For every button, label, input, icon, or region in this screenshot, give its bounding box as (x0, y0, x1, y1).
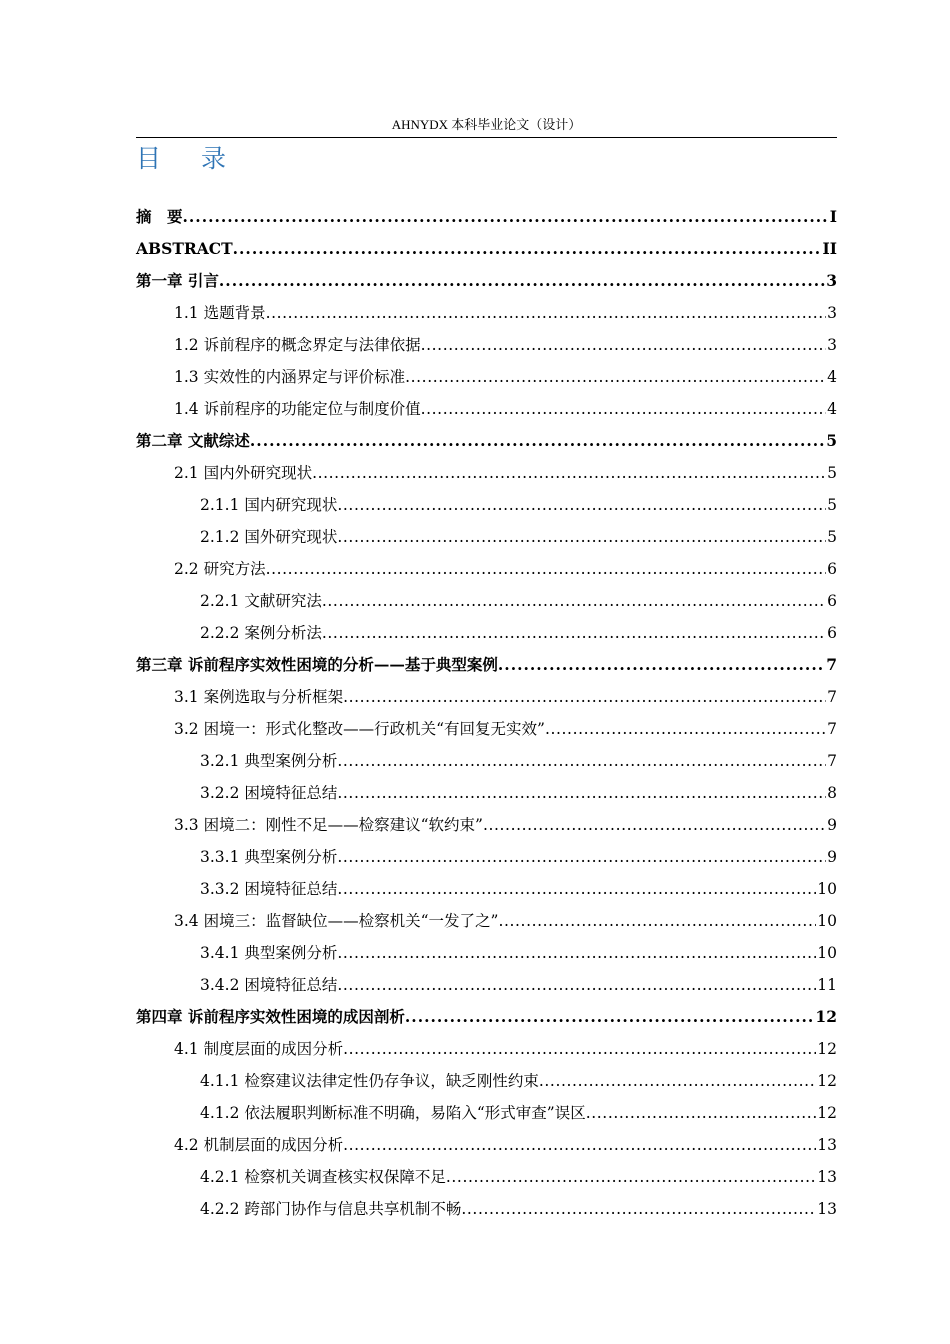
toc-entry[interactable] (136, 297, 837, 329)
toc-page-number: 3 (827, 336, 837, 354)
toc-entry[interactable] (136, 905, 837, 937)
toc-entry[interactable] (136, 617, 837, 649)
toc-entry[interactable] (136, 361, 837, 393)
toc-entry-label: 3.4 困境三：监督缺位——检察机关“一发了之” (174, 912, 499, 930)
toc-entry[interactable] (136, 777, 837, 809)
toc-entry[interactable] (136, 1193, 837, 1225)
toc-entry-label: 2.1.2 国外研究现状 (200, 528, 338, 546)
toc-page-number: 9 (827, 816, 837, 834)
toc-entry-label: 摘 要 (136, 207, 183, 226)
toc-entry[interactable] (136, 265, 837, 297)
toc-entry-label: 3.2 困境一：形式化整改——行政机关“有回复无实效” (174, 720, 545, 738)
toc-entry[interactable] (136, 713, 837, 745)
toc-page-number: 10 (817, 912, 837, 930)
toc-dot-leader (343, 681, 826, 713)
toc-entry-label: 4.2.1 检察机关调查核实权保障不足 (200, 1168, 446, 1186)
toc-entry[interactable] (136, 1161, 837, 1193)
toc-entry[interactable] (136, 745, 837, 777)
toc-page-number: 10 (817, 880, 837, 898)
toc-entry[interactable] (136, 873, 837, 905)
toc-dot-leader (343, 1129, 816, 1161)
toc-page-number: 9 (827, 848, 837, 866)
toc-entry[interactable] (136, 329, 837, 361)
toc-entry-label: 3.3.1 典型案例分析 (200, 848, 338, 866)
toc-page-number: 13 (817, 1136, 837, 1154)
toc-entry-label: 3.3 困境二：刚性不足——检察建议“软约束” (174, 816, 483, 834)
toc-entry[interactable] (136, 1001, 837, 1033)
toc-entry[interactable] (136, 585, 837, 617)
toc-dot-leader (250, 425, 825, 457)
toc-entry-label: 2.2.1 文献研究法 (200, 592, 322, 610)
toc-entry-label: 2.1 国内外研究现状 (174, 464, 313, 482)
toc-dot-leader (266, 553, 827, 585)
toc-entry[interactable] (136, 969, 837, 1001)
toc-page-number: 5 (827, 464, 837, 482)
toc-entry-label: 2.2 研究方法 (174, 560, 266, 578)
toc-entry[interactable] (136, 649, 837, 681)
toc-page-number: 7 (827, 688, 837, 706)
running-header: AHNYDX 本科毕业论文（设计） (391, 117, 582, 132)
toc-entry[interactable] (136, 393, 837, 425)
toc-entry-label: 4.2.2 跨部门协作与信息共享机制不畅 (200, 1200, 462, 1218)
toc-dot-leader (586, 1097, 817, 1129)
toc-entry-label: 1.4 诉前程序的功能定位与制度价值 (174, 400, 421, 418)
toc-entry-label: 3.4.1 典型案例分析 (200, 944, 338, 962)
toc-entry-label: 3.2.1 典型案例分析 (200, 752, 338, 770)
toc-entry-label: 1.3 实效性的内涵界定与评价标准 (174, 368, 406, 386)
toc-page-number: 5 (827, 496, 837, 514)
toc-entry[interactable] (136, 521, 837, 553)
toc-dot-leader (498, 905, 816, 937)
toc-dot-leader (421, 393, 827, 425)
toc-dot-leader (322, 585, 826, 617)
toc-entry-label: 3.3.2 困境特征总结 (200, 880, 338, 898)
toc-dot-leader (446, 1161, 816, 1193)
toc-dot-leader (343, 1033, 816, 1065)
toc-entry-label: 3.4.2 困境特征总结 (200, 976, 338, 994)
toc-dot-leader (337, 777, 826, 809)
toc-dot-leader (461, 1193, 816, 1225)
toc-entry-label: 第三章 诉前程序实效性困境的分析——基于典型案例 (136, 655, 498, 674)
toc-entry[interactable] (136, 201, 837, 233)
toc-page-number: 8 (827, 784, 837, 802)
toc-dot-leader (337, 489, 826, 521)
table-of-contents (136, 201, 837, 1225)
toc-entry[interactable] (136, 1033, 837, 1065)
toc-page-number: 12 (817, 1104, 837, 1122)
toc-page-number: 5 (826, 431, 837, 450)
toc-dot-leader (322, 617, 826, 649)
toc-dot-leader (498, 649, 825, 681)
toc-entry[interactable] (136, 553, 837, 585)
toc-dot-leader (337, 969, 816, 1001)
toc-entry[interactable] (136, 937, 837, 969)
toc-entry-label: 第四章 诉前程序实效性困境的成因剖析 (136, 1007, 405, 1026)
toc-page-number: II (822, 239, 837, 258)
toc-dot-leader (539, 1065, 816, 1097)
header-rule (136, 137, 837, 138)
toc-entry-label: 第一章 引言 (136, 271, 219, 290)
toc-entry[interactable] (136, 233, 837, 265)
toc-page-number: 7 (827, 752, 837, 770)
toc-page-number: 7 (826, 655, 837, 674)
toc-entry-label: 2.1.1 国内研究现状 (200, 496, 338, 514)
toc-entry-label: 4.1 制度层面的成因分析 (174, 1040, 344, 1058)
toc-dot-leader (483, 809, 826, 841)
toc-entry-label: 4.2 机制层面的成因分析 (174, 1136, 344, 1154)
toc-page-number: 6 (827, 624, 837, 642)
toc-page-number: 10 (817, 944, 837, 962)
toc-page-number: 13 (817, 1200, 837, 1218)
toc-entry-label: 第二章 文献综述 (136, 431, 250, 450)
toc-page-number: 6 (827, 592, 837, 610)
toc-entry[interactable] (136, 425, 837, 457)
toc-entry[interactable] (136, 841, 837, 873)
toc-page-number: 5 (827, 528, 837, 546)
toc-dot-leader (337, 873, 816, 905)
toc-entry-label: 1.2 诉前程序的概念界定与法律依据 (174, 336, 421, 354)
toc-page-number: 3 (827, 304, 837, 322)
toc-entry[interactable] (136, 489, 837, 521)
toc-dot-leader (233, 233, 822, 265)
toc-page-number: 7 (827, 720, 837, 738)
toc-page-number: 11 (817, 976, 837, 994)
toc-page-number: 12 (815, 1007, 837, 1026)
toc-entry[interactable] (136, 809, 837, 841)
toc-dot-leader (266, 297, 827, 329)
toc-dot-leader (219, 265, 825, 297)
toc-dot-leader (337, 745, 826, 777)
toc-entry[interactable] (136, 1097, 837, 1129)
toc-entry-label: 2.2.2 案例分析法 (200, 624, 322, 642)
toc-dot-leader (545, 713, 826, 745)
toc-dot-leader (337, 521, 826, 553)
toc-page-number: 3 (826, 271, 837, 290)
toc-entry[interactable] (136, 457, 837, 489)
toc-page-number: 4 (827, 368, 837, 386)
toc-dot-leader (337, 937, 816, 969)
toc-dot-leader (405, 361, 826, 393)
toc-dot-leader (337, 841, 826, 873)
toc-dot-leader (183, 201, 829, 233)
toc-page-number: I (829, 207, 837, 226)
toc-entry-label: 3.2.2 困境特征总结 (200, 784, 338, 802)
toc-title: 目 录 (136, 144, 242, 173)
toc-page-number: 13 (817, 1168, 837, 1186)
toc-entry-label: 4.1.2 依法履职判断标准不明确，易陷入“形式审查”误区 (200, 1104, 586, 1122)
toc-dot-leader (421, 329, 827, 361)
toc-page-number: 6 (827, 560, 837, 578)
toc-entry-label: 3.1 案例选取与分析框架 (174, 688, 344, 706)
toc-entry[interactable] (136, 1129, 837, 1161)
toc-page-number: 12 (817, 1040, 837, 1058)
toc-entry[interactable] (136, 681, 837, 713)
toc-page-number: 4 (827, 400, 837, 418)
toc-entry-label: ABSTRACT (136, 239, 233, 258)
toc-entry-label: 1.1 选题背景 (174, 304, 266, 322)
toc-entry-label: 4.1.1 检察建议法律定性仍存争议，缺乏刚性约束 (200, 1072, 539, 1090)
toc-entry[interactable] (136, 1065, 837, 1097)
toc-dot-leader (405, 1001, 815, 1033)
toc-dot-leader (312, 457, 826, 489)
toc-page-number: 12 (817, 1072, 837, 1090)
